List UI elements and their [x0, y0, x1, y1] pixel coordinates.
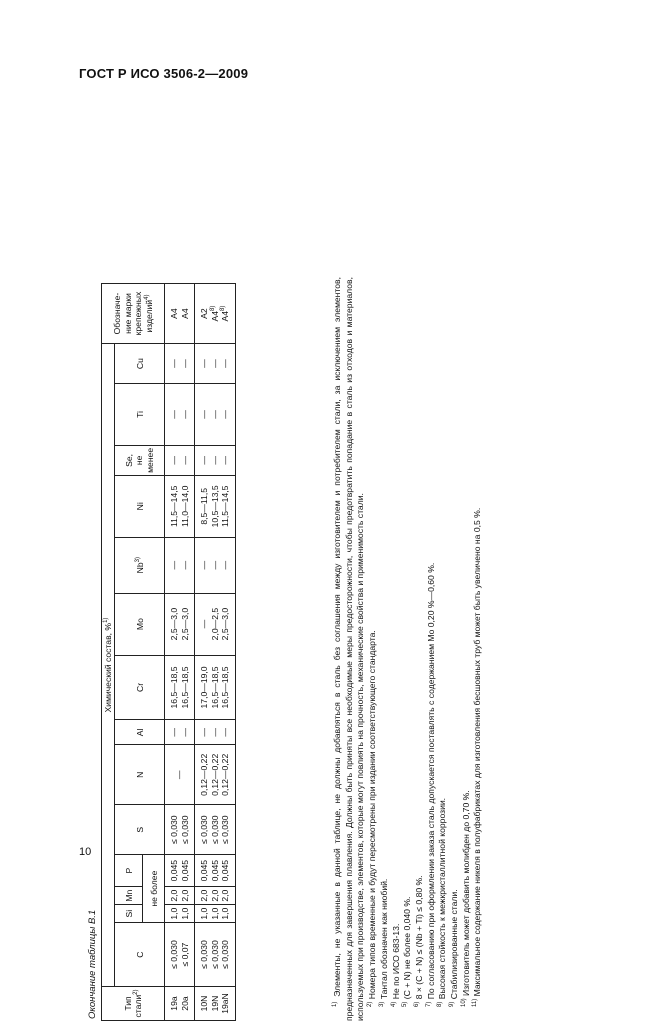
col-nb-header: Nb$^{3)}$ — [115, 537, 165, 593]
cell-s: ≤ 0,030 ≤ 0,030 ≤ 0,030 — [195, 805, 236, 855]
cell-p: 0,045 0,045 0,045 — [195, 855, 236, 887]
table-row-group-2 — [195, 284, 236, 1021]
cell-c: ≤ 0,030 ≤ 0,07 — [165, 923, 195, 987]
col-s-header: S — [115, 805, 165, 855]
col-ni-header: Ni — [115, 475, 165, 537]
cell-mn: 2,0 2,0 2,0 — [195, 887, 236, 905]
col-mo-header: Mo — [115, 593, 165, 655]
cell-al: — — — [165, 720, 195, 745]
footnote: $^{9)}$ Стабилизированные стали. — [449, 889, 460, 1007]
chemical-composition-table — [101, 283, 236, 1021]
cell-mn: 2,0 2,0 — [165, 887, 195, 905]
cell-mark: A2 A4$^{8)}$ A4$^{8)}$ — [195, 284, 236, 344]
col-mark-header: Обозначе- ние марки крепежных изделий$^{4)}$ — [102, 284, 165, 344]
cell-n: — — [165, 745, 195, 805]
cell-nb: — — — — [195, 537, 236, 593]
footnote: $^{7)}$ По согласованию при оформлении заказа сталь допускается поставлять с содержанием Mo 0,20 %—0,60 %. — [425, 562, 436, 1007]
col-c-header: C — [115, 923, 165, 987]
table-caption: Окончание таблицы В.1 — [87, 909, 98, 1019]
col-n-header: N — [115, 745, 165, 805]
cell-mo: — 2,0—2,5 2,5—3,0 — [195, 593, 236, 655]
cell-n: 0,12—0,22 0,12—0,22 0,12—0,22 — [195, 745, 236, 805]
cell-c: ≤ 0,030 ≤ 0,030 ≤ 0,030 — [195, 923, 236, 987]
col-cu-header: Cu — [115, 344, 165, 384]
page-header: ГОСТ Р ИСО 3506-2—2009 — [79, 66, 249, 81]
cell-p: 0,045 0,045 — [165, 855, 195, 887]
cell-se: — — — [165, 445, 195, 475]
header-row-1 — [102, 284, 115, 1021]
cell-se: — — — — [195, 445, 236, 475]
cell-type: 10N 19N 19aN — [195, 987, 236, 1021]
cell-mo: 2,5—3,0 2,5—3,0 — [165, 593, 195, 655]
footnote: $^{6)}$ 8 × (C + N) ≤ (Nb + Ti) ≤ 0,80 %. — [413, 875, 424, 1007]
group-header: Химический состав, %$^{1)}$ — [102, 344, 115, 987]
footnote: $^{11)}$ Максимальное содержание никеля в полуфабрикатах для изготовления бесшовных труб может быть увеличено на 0,5 %. — [472, 507, 483, 1007]
col-type-header: Тип стали$^{2)}$ — [102, 987, 165, 1021]
footnote: $^{1)}$ Элементы, не указанные в данной таблице, не должны добавляться в сталь без соглашения между изготовителем и потребителем стали, за исключением элементов, предназначенных для завершения плавления. Должны быть приняты все необходимые меры предосторожности, чтобы предотвратить попадание в сталь из отходов и материалов, используемых при производстве, элементов, которые могут повлиять на прочность, механические свойства и применимость стали. — [332, 277, 366, 1021]
cell-mark: A4 A4 — [165, 284, 195, 344]
cell-ti: — — — [165, 384, 195, 446]
rotated-content — [87, 277, 483, 1021]
cell-type: 19a 20a — [165, 987, 195, 1021]
max-subheader: не более — [143, 855, 165, 923]
cell-cu: — — — [165, 344, 195, 384]
footnote: $^{5)}$ (C + N) не более 0,040 %. — [402, 896, 413, 1007]
footnote: $^{10)}$ Изготовитель может добавить молибден до 0,70 %. — [460, 790, 471, 1007]
col-mn-header: Mn — [115, 887, 143, 905]
footnote: $^{3)}$ Тантал обозначен как ниобий. — [378, 878, 389, 1007]
cell-al: — — — — [195, 720, 236, 745]
table-row-group-1 — [165, 284, 195, 1021]
cell-s: ≤ 0,030 ≤ 0,030 — [165, 805, 195, 855]
cell-si: 1,0 1,0 1,0 — [195, 905, 236, 923]
header-row-2 — [115, 284, 143, 1021]
cell-ni: 8,5—11,5 10,5—13,5 11,5—14,5 — [195, 475, 236, 537]
col-si-header: Si — [115, 905, 143, 923]
cell-cu: — — — — [195, 344, 236, 384]
col-se-header: Se, не менее — [115, 445, 165, 475]
col-ti-header: Ti — [115, 384, 165, 446]
footnote: $^{8)}$ Высокая стойкость к межкристаллитной коррозии. — [437, 797, 448, 1007]
footnotes — [332, 277, 484, 1021]
cell-ti: — — — — [195, 384, 236, 446]
cell-ni: 11,5—14,5 11,0—14,0 — [165, 475, 195, 537]
cell-cr: 17,0—19,0 16,5—18,5 16,5—18,5 — [195, 655, 236, 720]
cell-si: 1,0 1,0 — [165, 905, 195, 923]
footnote: $^{4)}$ Не по ИСО 683-13. — [390, 923, 401, 1007]
col-al-header: Al — [115, 720, 165, 745]
col-cr-header: Cr — [115, 655, 165, 720]
col-p-header: P — [115, 855, 143, 887]
page-number: 10 — [79, 846, 92, 858]
cell-cr: 16,5—18,5 16,5—18,5 — [165, 655, 195, 720]
cell-nb: — — — [165, 537, 195, 593]
footnote: $^{2)}$ Номера типов временные и будут пересмотрены при издании соответствующего стандарта. — [367, 630, 378, 1007]
